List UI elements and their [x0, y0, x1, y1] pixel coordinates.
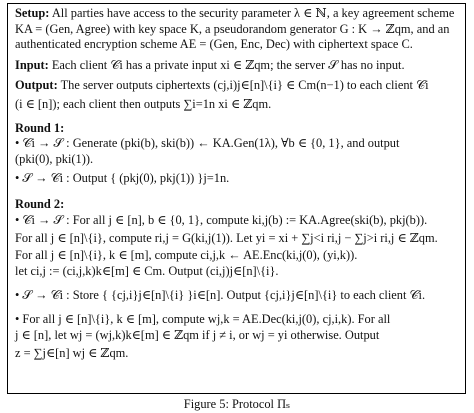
- round2-line-1: • 𝒞i → 𝒮 : For all j ∈ [n], b ∈ {0, 1}, compute ki,j(b) := KA.Agree(ski(b), pkj(b)).: [15, 212, 428, 227]
- round1-line-2: (pki(0), pki(1)).: [15, 151, 94, 166]
- round2-line-6: • For all j ∈ [n]\{i}, k ∈ [m], compute wj,k = AE.Dec(ki,j(0), cj,i,k). For all: [15, 312, 391, 326]
- round1-line-1: • 𝒞i → 𝒮 : Generate (pki(b), ski(b)) ← KA.Gen(1λ), ∀b ∈ {0, 1}, and output: [15, 136, 400, 150]
- round1-heading: Round 1:: [15, 120, 65, 135]
- round2-line-5: • 𝒮 → 𝒞i : Store { {cj,i}j∈[n]\{i} }i∈[n]. Output {cj,i}j∈[n]\{i} to each client 𝒞i.: [15, 288, 426, 302]
- setup-line-2: KA = (Gen, Agree) with key space K, a pseudorandom generator G : K → ℤqm, and an: [15, 21, 450, 36]
- input-text: Each client 𝒞i has a private input xi ∈ ℤqm; the server 𝒮 has no input.: [51, 57, 405, 72]
- output-label: Output:: [15, 78, 58, 92]
- setup-label: Setup:: [15, 6, 50, 20]
- round2-heading: Round 2:: [15, 197, 65, 211]
- round2-line-7: j ∈ [n], let wj = (wj,k)k∈[m] ∈ ℤqm if j ≠ i, or wj = yi otherwise. Output: [15, 327, 380, 342]
- output-text-1: The server outputs ciphertexts (cj,i)j∈[n]\{i} ∈ Cm(n−1) to each client 𝒞i: [60, 78, 429, 92]
- input-label: Input:: [15, 57, 49, 72]
- round1-line-3: • 𝒮 → 𝒞i : Output { (pkj(0), pkj(1)) }j=1n.: [15, 171, 230, 185]
- round2-line-3: For all j ∈ [n]\{i}, k ∈ [m], compute ci,j,k ← AE.Enc(ki,j(0), (yi,k)).: [15, 248, 358, 262]
- output-line-1: [15, 78, 458, 94]
- figure-caption: Figure 5: Protocol Πₛ: [183, 397, 291, 411]
- setup-line-1: [15, 6, 458, 22]
- round2-line-2: For all j ∈ [n]\{i}, compute ri,j = G(ki,j(1)). Let yi = xi + ∑j<i ri,j − ∑j>i ri,j ∈ ℤqm.: [15, 231, 438, 245]
- setup-line-3: authenticated encryption scheme AE = (Gen, Enc, Dec) with ciphertext space C.: [15, 37, 413, 51]
- round2-line-4: let ci,j := (ci,j,k)k∈[m] ∈ Cm. Output (ci,j)j∈[n]\{i}.: [15, 263, 279, 278]
- setup-text-1: All parties have access to the security parameter λ ∈ ℕ, a key agreement scheme: [51, 6, 455, 20]
- input-line: [15, 58, 458, 74]
- round2-line-8: z = ∑j∈[n] wj ∈ ℤqm.: [15, 346, 129, 360]
- protocol-box: [7, 3, 466, 394]
- output-line-2: (i ∈ [n]); each client then outputs ∑i=1n xi ∈ ℤqm.: [15, 96, 272, 111]
